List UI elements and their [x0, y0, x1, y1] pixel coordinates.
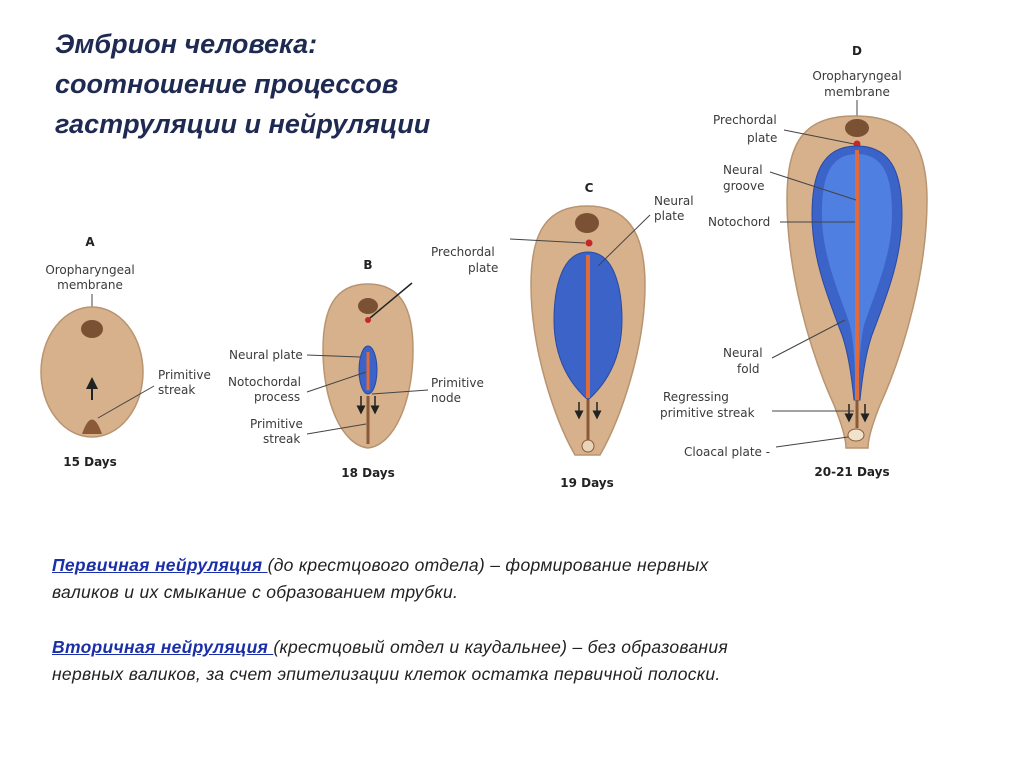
- stage-a-letter: A: [85, 235, 95, 249]
- stage-b-primitive-streak-label-2: streak: [263, 432, 301, 446]
- secondary-neurulation-paragraph: [52, 634, 952, 688]
- stage-c-prechordal-plate: [586, 240, 593, 247]
- title-line-1: Эмбрион человека:: [55, 29, 318, 59]
- stage-d: [660, 44, 927, 479]
- stage-d-neural-fold-label-1: Neural: [723, 346, 763, 360]
- stage-a-primitive-streak-label-1: Primitive: [158, 368, 211, 382]
- primary-neurulation-text-1: (до крестцового отдела) – формирование нервных: [267, 555, 709, 575]
- stage-d-cloacal-label: Cloacal plate -: [684, 445, 771, 459]
- stage-d-oropharyngeal-membrane: [845, 119, 869, 137]
- stage-d-neural-groove-label-2: groove: [723, 179, 765, 193]
- secondary-neurulation-text-2: нервных валиков, за счет эпителизации клеток остатка первичной полоски.: [52, 664, 721, 684]
- stage-b-notochordal-label-1: Notochordal: [228, 375, 301, 389]
- title-line-2: соотношение процессов: [55, 69, 399, 99]
- stage-b: [228, 258, 484, 480]
- stage-b-primitive-node-label-1: Primitive: [431, 376, 484, 390]
- secondary-neurulation-term: Вторичная нейруляция: [52, 637, 274, 657]
- stage-a-primitive-streak-label-2: streak: [158, 383, 196, 397]
- stage-c-prechordal-label-1: Prechordal: [431, 245, 495, 259]
- stage-c-letter: C: [584, 181, 594, 195]
- primary-neurulation-paragraph: [52, 552, 952, 606]
- stage-a-days: 15 Days: [63, 455, 117, 469]
- stage-b-primitive-node-label-2: node: [431, 391, 461, 405]
- stage-d-cloacal-pointer: [776, 437, 848, 447]
- stage-b-neural-plate-label: Neural plate: [229, 348, 303, 362]
- stage-d-notochord-label: Notochord: [708, 215, 771, 229]
- stage-d-oropharyngeal-label-1: Oropharyngeal: [812, 69, 902, 83]
- stage-d-regressing-label-2: primitive streak: [660, 406, 755, 420]
- stage-d-letter: D: [852, 44, 862, 58]
- stage-b-days: 18 Days: [341, 466, 395, 480]
- stage-d-cloacal-plate: [848, 429, 864, 441]
- stage-c-prechordal-label-2: plate: [468, 261, 499, 275]
- stage-d-days: 20-21 Days: [814, 465, 890, 479]
- stage-a: [41, 235, 211, 469]
- stage-b-oropharyngeal-membrane: [358, 298, 378, 314]
- stage-d-oropharyngeal-label-2: membrane: [824, 85, 890, 99]
- stage-c-neural-plate-label-1: Neural: [654, 194, 694, 208]
- secondary-neurulation-text-1: (крестцовый отдел и каудальнее) – без образования: [273, 637, 729, 657]
- stage-b-notochordal-label-2: process: [254, 390, 301, 404]
- stage-b-primitive-streak-label-1: Primitive: [250, 417, 303, 431]
- title-line-3: гаструляции и нейруляции: [55, 109, 431, 139]
- stage-b-letter: B: [363, 258, 373, 272]
- stage-d-prechordal-label-2: plate: [747, 131, 778, 145]
- stage-d-prechordal-label-1: Prechordal: [713, 113, 777, 127]
- stage-c-neural-plate-label-2: plate: [654, 209, 685, 223]
- stage-c: [431, 181, 694, 490]
- stage-d-neural-groove-label-1: Neural: [723, 163, 763, 177]
- stage-a-oropharyngeal-membrane: [81, 320, 103, 338]
- stage-a-oropharyngeal-label-2: membrane: [57, 278, 123, 292]
- stage-d-neural-fold-label-2: fold: [737, 362, 760, 376]
- primary-neurulation-text-2: валиков и их смыкание с образованием трубки.: [52, 582, 459, 602]
- primary-neurulation-term: Первичная нейруляция: [52, 555, 268, 575]
- stage-d-regressing-label-1: Regressing: [663, 390, 729, 404]
- stage-c-days: 19 Days: [560, 476, 614, 490]
- stage-c-oropharyngeal-membrane: [575, 213, 599, 233]
- stage-a-oropharyngeal-label-1: Oropharyngeal: [45, 263, 135, 277]
- stage-c-cloacal-plate: [582, 440, 594, 452]
